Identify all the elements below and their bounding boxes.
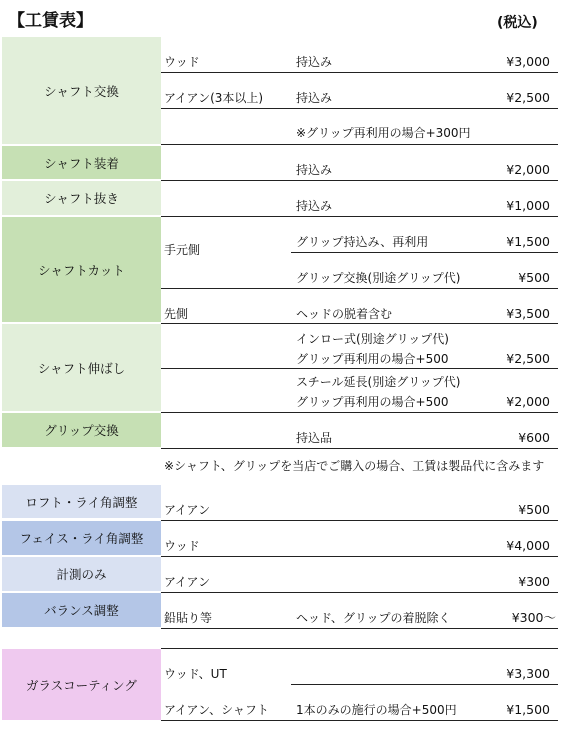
row-divider bbox=[161, 180, 558, 181]
row-price: ¥300 bbox=[518, 574, 550, 589]
row-detail: グリップ再利用の場合+500 bbox=[296, 352, 449, 366]
row-price: ¥3,300 bbox=[506, 666, 550, 681]
row-type: ウッド、UT bbox=[164, 667, 227, 681]
row-price: ¥2,500 bbox=[506, 351, 550, 366]
row-type: アイアン bbox=[164, 503, 211, 517]
row-detail: グリップ交換(別途グリップ代) bbox=[296, 271, 461, 285]
row-type: 鉛貼り等 bbox=[164, 611, 213, 625]
row-divider bbox=[291, 684, 558, 685]
row-price: ¥2,000 bbox=[506, 394, 550, 409]
category-shaft-extend: シャフト伸ばし bbox=[2, 324, 161, 411]
category-shaft-remove: シャフト抜き bbox=[2, 181, 161, 215]
row-divider bbox=[161, 648, 558, 649]
row-type: ウッド bbox=[164, 55, 200, 69]
row-detail: 持込み bbox=[296, 91, 333, 105]
row-divider bbox=[161, 448, 558, 449]
row-detail: ヘッド、グリップの着脱除く bbox=[296, 611, 451, 625]
tax-note: (税込) bbox=[497, 15, 538, 31]
row-price: ¥500 bbox=[518, 502, 550, 517]
row-type: 手元側 bbox=[164, 243, 201, 257]
row-detail: インロー式(別途グリップ代) bbox=[296, 332, 449, 346]
row-price: ¥1,000 bbox=[506, 198, 550, 213]
row-type: 先側 bbox=[164, 307, 189, 321]
row-price: ¥3,000 bbox=[506, 54, 550, 69]
category-glass-coating: ガラスコーティング bbox=[2, 649, 161, 720]
row-type: アイアン(3本以上) bbox=[164, 91, 264, 105]
row-divider bbox=[161, 216, 558, 217]
row-detail: グリップ再利用の場合+500 bbox=[296, 395, 449, 409]
category-face-lie: フェイス・ライ角調整 bbox=[2, 521, 161, 555]
row-detail: ※グリップ再利用の場合+300円 bbox=[296, 126, 471, 140]
row-divider bbox=[161, 288, 558, 289]
row-type: アイアン bbox=[164, 575, 211, 589]
row-price: ¥3,500 bbox=[506, 306, 550, 321]
row-detail: 持込品 bbox=[296, 431, 333, 445]
category-shaft-cut: シャフトカット bbox=[2, 217, 161, 322]
category-balance: バランス調整 bbox=[2, 593, 161, 627]
row-divider bbox=[161, 628, 558, 629]
row-price: ¥500 bbox=[518, 270, 550, 285]
row-divider bbox=[291, 252, 558, 253]
row-divider bbox=[161, 720, 558, 721]
row-price: ¥1,500 bbox=[506, 702, 550, 717]
row-price: ¥2,500 bbox=[506, 90, 550, 105]
row-detail: ヘッドの脱着含む bbox=[296, 307, 393, 321]
row-price: ¥300〜 bbox=[511, 610, 556, 625]
row-detail: スチール延長(別途グリップ代) bbox=[296, 375, 461, 389]
category-grip-swap: グリップ交換 bbox=[2, 413, 161, 447]
row-divider bbox=[161, 556, 558, 557]
row-price: ¥1,500 bbox=[506, 234, 550, 249]
category-loft-lie: ロフト・ライ角調整 bbox=[2, 485, 161, 518]
page-title: 【工賃表】 bbox=[8, 11, 93, 31]
row-detail: 持込み bbox=[296, 199, 333, 213]
category-shaft-swap: シャフト交換 bbox=[2, 37, 161, 144]
row-divider bbox=[161, 592, 558, 593]
row-detail: グリップ持込み、再利用 bbox=[296, 235, 429, 249]
row-divider bbox=[161, 108, 558, 109]
row-price: ¥4,000 bbox=[506, 538, 550, 553]
row-divider bbox=[161, 520, 558, 521]
row-price: ¥2,000 bbox=[506, 162, 550, 177]
row-detail: 1本のみの施行の場合+500円 bbox=[296, 703, 457, 717]
row-divider bbox=[161, 144, 558, 145]
row-type: ウッド bbox=[164, 539, 200, 553]
row-divider bbox=[161, 323, 558, 324]
row-price: ¥600 bbox=[518, 430, 550, 445]
purchase-note: ※シャフト、グリップを当店でご購入の場合、工賃は製品代に含みます bbox=[164, 459, 545, 473]
row-divider bbox=[161, 368, 558, 369]
row-detail: 持込み bbox=[296, 55, 333, 69]
row-type: アイアン、シャフト bbox=[164, 703, 269, 717]
category-measure: 計測のみ bbox=[2, 557, 161, 591]
row-divider bbox=[161, 412, 558, 413]
category-shaft-install: シャフト装着 bbox=[2, 146, 161, 179]
row-detail: 持込み bbox=[296, 163, 333, 177]
row-divider bbox=[161, 72, 558, 73]
